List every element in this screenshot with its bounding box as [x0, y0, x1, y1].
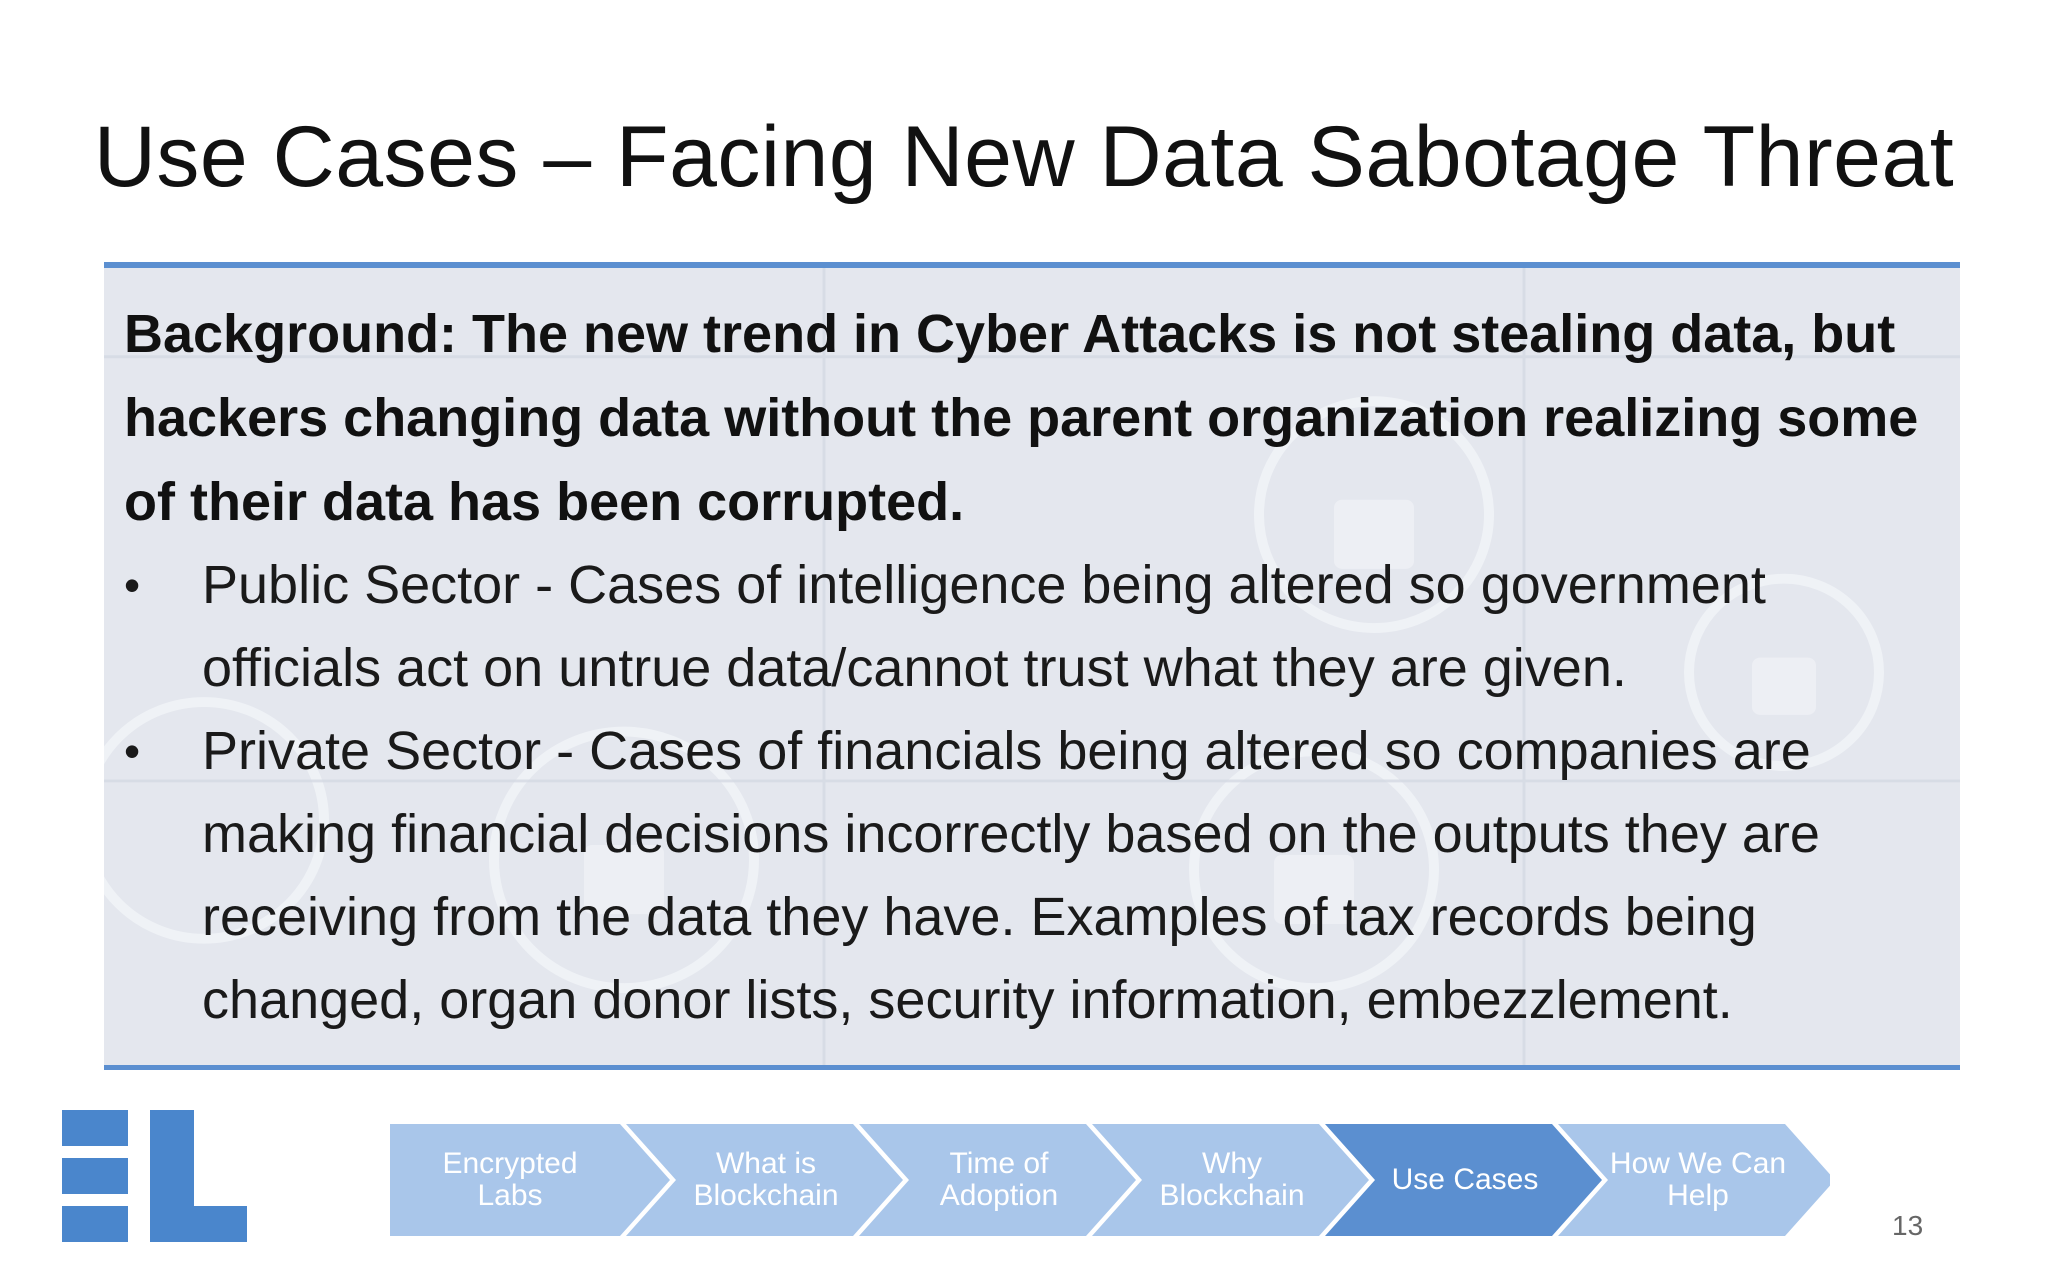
content-panel	[104, 262, 1960, 1070]
content-text	[124, 292, 1940, 1042]
encrypted-labs-logo	[62, 1110, 247, 1242]
bullet-marker: •	[124, 559, 141, 611]
nav-label-how-we-can-help[interactable]: How We Can Help	[1609, 1147, 1787, 1212]
background-paragraph: Background: The new trend in Cyber Attacks is not stealing data, but hackers changing data without the parent organization realizing some of their data has been corrupted.	[124, 304, 1919, 532]
bullet-item-public-sector	[124, 544, 1940, 710]
nav-label-use-cases[interactable]: Use Cases	[1391, 1163, 1539, 1196]
bullet-text: Public Sector - Cases of intelligence being altered so government officials act on untrue data/cannot trust what they are given.	[202, 555, 1766, 698]
nav-label-encrypted-labs[interactable]: Encrypted Labs	[442, 1147, 578, 1212]
nav-label-time-of-adoption[interactable]: Time of Adoption	[939, 1147, 1059, 1212]
bullet-marker: •	[124, 725, 141, 777]
bullet-text: Private Sector - Cases of financials being altered so companies are making financial decisions incorrectly based on the outputs they are receiving from the data they have. Examples of tax records being changed, organ donor lists, security information, embezzlement.	[202, 721, 1820, 1030]
page-number: 13	[1892, 1210, 1924, 1241]
section-navigation	[390, 1124, 1830, 1236]
nav-label-why-blockchain[interactable]: Why Blockchain	[1159, 1147, 1305, 1212]
slide-title: Use Cases – Facing New Data Sabotage Threat	[93, 109, 1955, 205]
nav-label-what-is-blockchain[interactable]: What is Blockchain	[693, 1147, 839, 1212]
bullet-list	[124, 544, 1940, 1042]
bullet-item-private-sector	[124, 710, 1940, 1042]
